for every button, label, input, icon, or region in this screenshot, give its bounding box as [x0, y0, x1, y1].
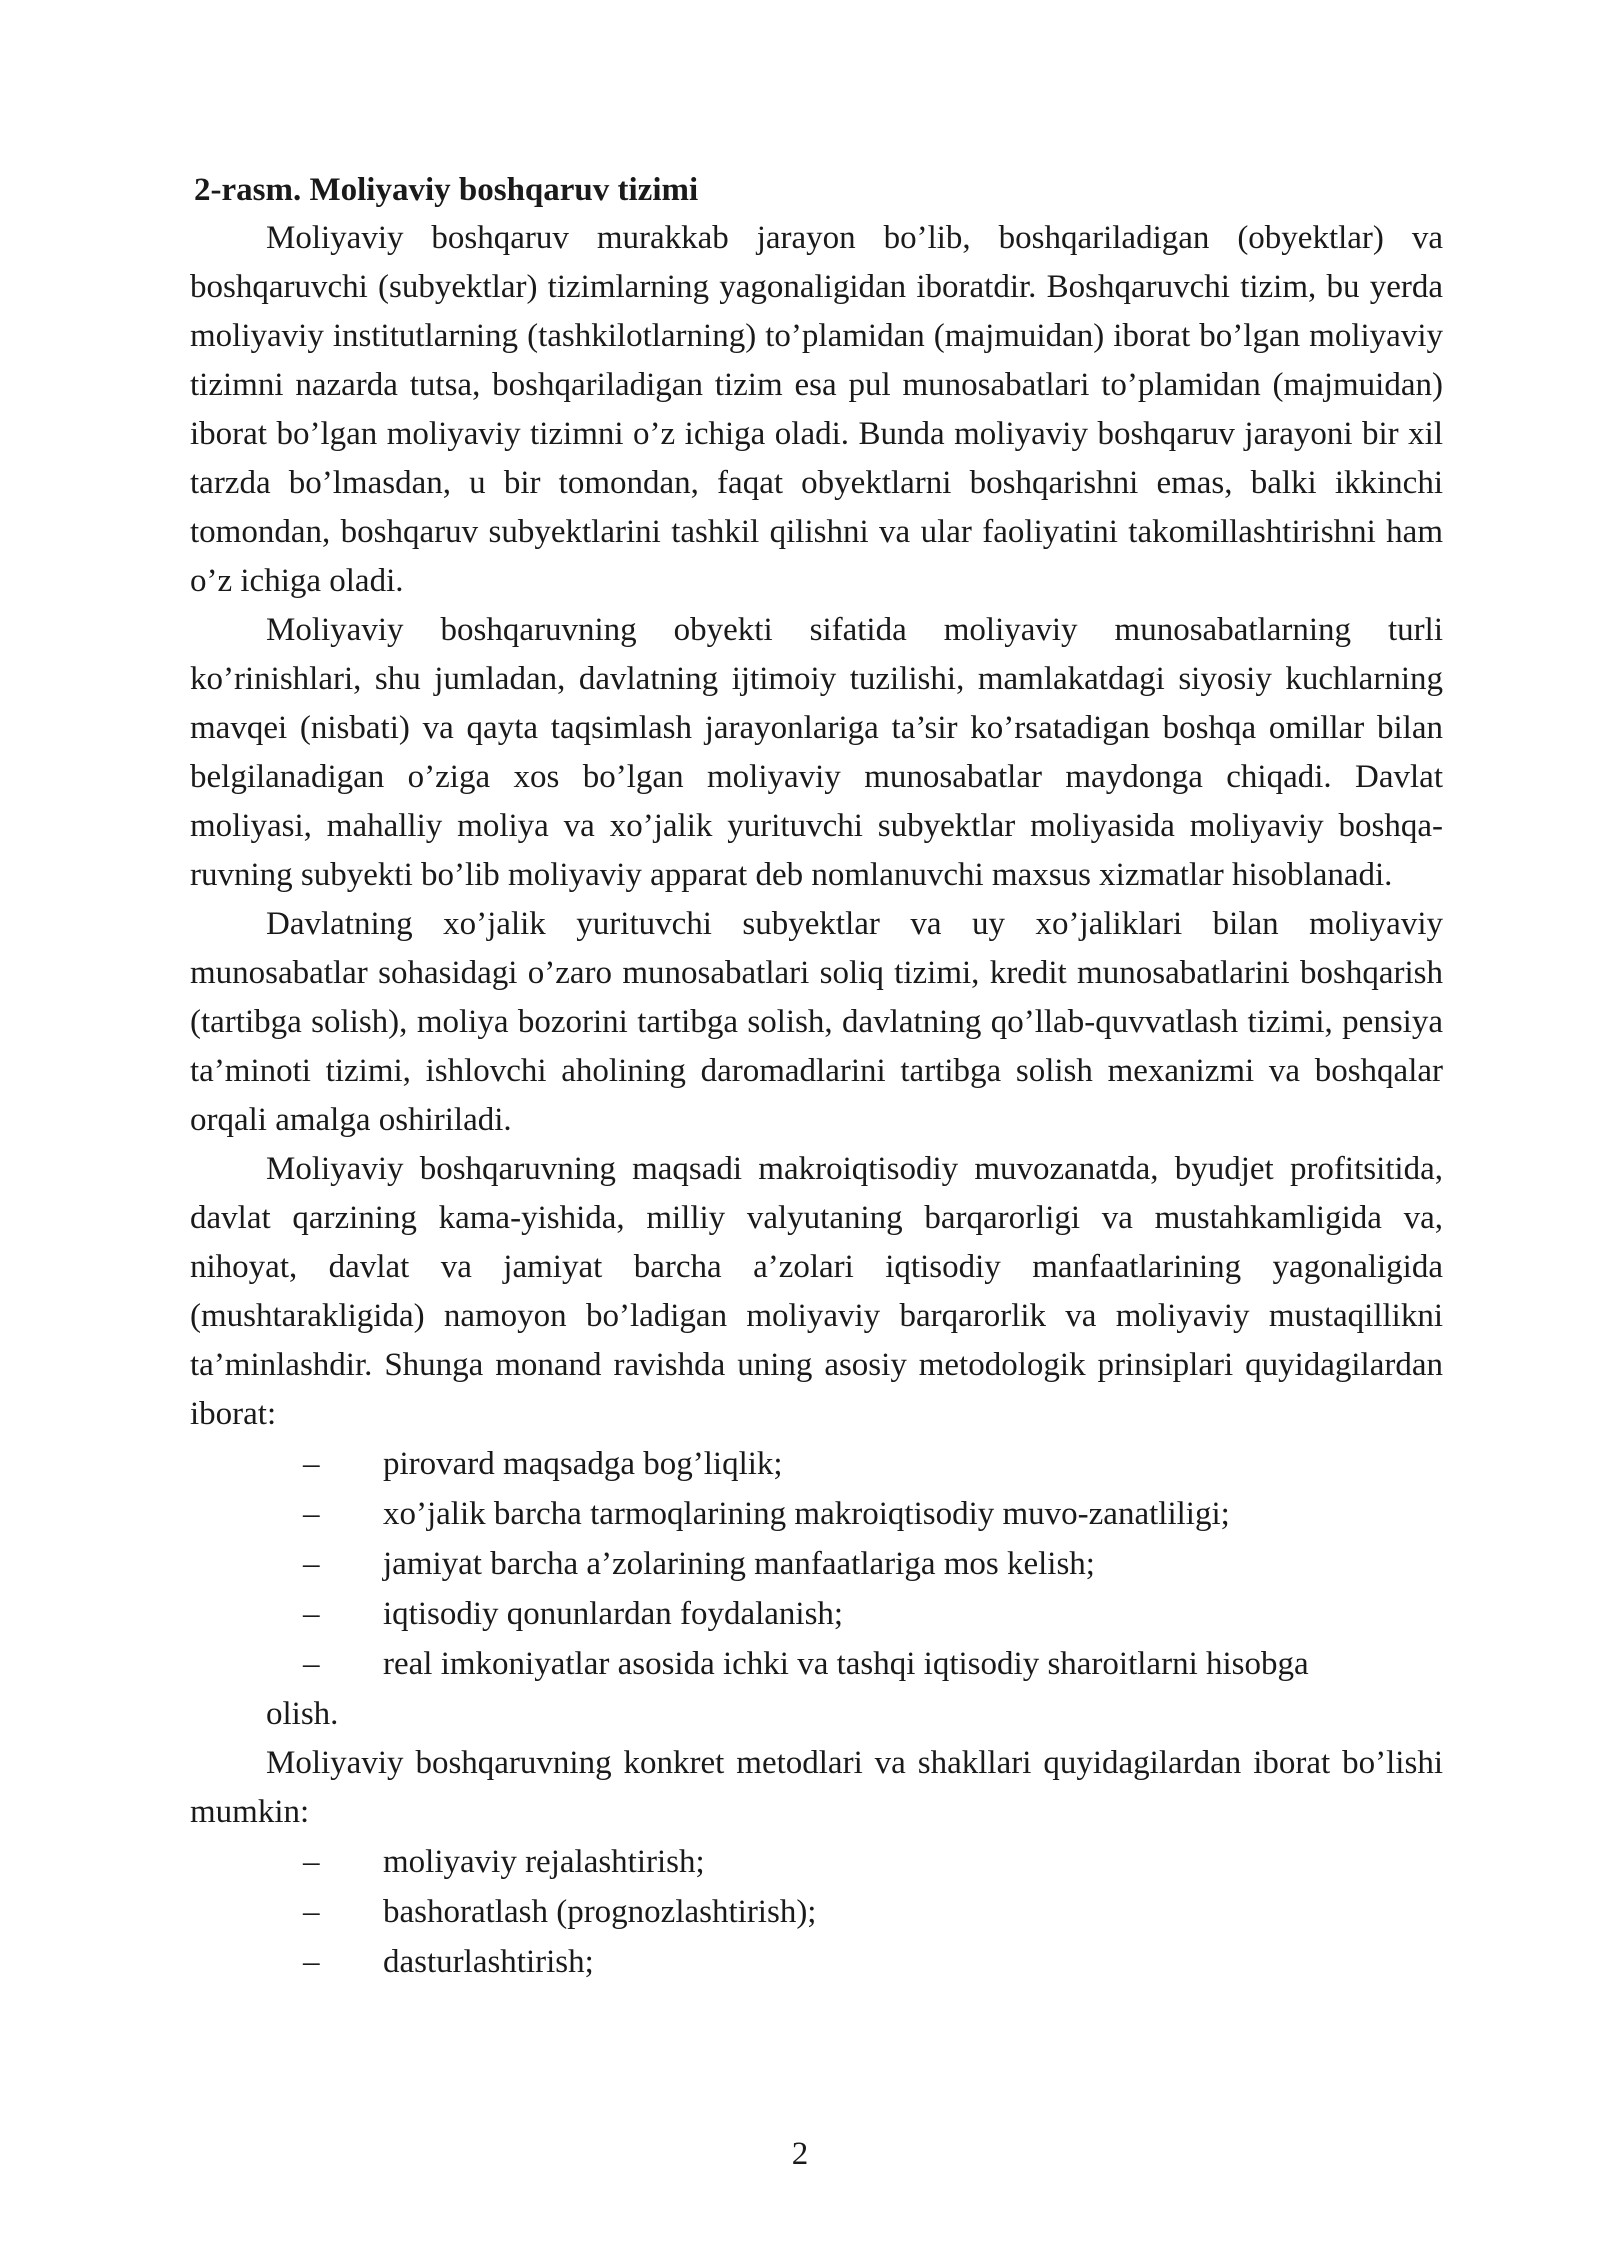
principles-list [190, 1439, 1443, 1739]
list-item-text: pirovard maqsadga bog’liqlik; [383, 1446, 783, 1482]
paragraph-2: Moliyaviy boshqaruvning obyekti sifatida moliyaviy munosabatlarning turli ko’rinishlari, shu jumladan, davlatning ijtimoiy tuzilishi, mamlakatdagi siyosiy kuchlarning mavqei (nisbati) va qayta taqsimlash jarayonlariga ta’sir ko’rsatadigan boshqa omillar bilan belgilanadigan o’ziga xos bo’lgan moliyaviy munosabatlar maydonga chiqadi. Davlat moliyasi, mahalliy moliya va xo’jalik yurituvchi subyektlar moliyasida moliyaviy boshqa-ruvning subyekti bo’lib moliyaviy apparat deb nomlanuvchi maxsus xizmatlar hisoblanadi. [190, 612, 1443, 893]
list-dash: – [303, 1844, 320, 1880]
list-item [190, 1589, 1443, 1639]
list-item [190, 1837, 1443, 1887]
list-item-text: jamiyat barcha a’zolarining manfaatlariga mos kelish; [383, 1546, 1095, 1582]
list-item [190, 1639, 1443, 1739]
figure-caption: 2-rasm. Moliyaviy boshqaruv tizimi [194, 172, 699, 208]
list-dash: – [303, 1944, 320, 1980]
paragraph-1: Moliyaviy boshqaruv murakkab jarayon bo’lib, boshqariladigan (obyektlar) va boshqaruvchi (subyektlar) tizimlarning yagonaligidan iboratdir. Boshqaruvchi tizim, bu yerda moliyaviy institutlarning (tashkilotlarning) to’plamidan (majmuidan) iborat bo’lgan moliyaviy tizimni nazarda tutsa, boshqariladigan tizim esa pul munosabatlari to’plamidan (majmuidan) iborat bo’lgan moliyaviy tizimni o’z ichiga oladi. Bunda moliyaviy boshqaruv jarayoni bir xil tarzda bo’lmasdan, u bir tomondan, faqat obyektlarni boshqarishni emas, balki ikkinchi tomondan, boshqaruv subyektlarini tashkil qilishni va ular faoliyatini takomillashtirishni ham o’z ichiga oladi. [190, 220, 1443, 599]
methods-list [190, 1837, 1443, 1987]
list-item-text: real imkoniyatlar asosida ichki va tashqi iqtisodiy sharoitlarni hisobga [383, 1646, 1309, 1682]
list-item-text: iqtisodiy qonunlardan foydalanish; [383, 1596, 844, 1632]
list-dash: – [303, 1894, 320, 1930]
list-dash: – [303, 1596, 320, 1632]
list-item-text: bashoratlash (prognozlashtirish); [383, 1894, 817, 1930]
list-item-continuation: olish. [266, 1696, 339, 1732]
list-item-text: moliyaviy rejalashtirish; [383, 1844, 705, 1880]
page-number: 2 [791, 2136, 809, 2172]
list-dash: – [303, 1546, 320, 1582]
paragraph-4: Moliyaviy boshqaruvning maqsadi makroiqtisodiy muvozanatda, byudjet profitsitida, davlat qarzining kama-yishida, milliy valyutaning barqarorligi va mustahkamligida va, nihoyat, davlat va jamiyat barcha a’zolari iqtisodiy manfaatlarining yagonaligida (mushtarakligida) namoyon bo’ladigan moliyaviy barqarorlik va moliyaviy mustaqillikni ta’minlashdir. Shunga monand ravishda uning asosiy metodologik prinsiplari quyidagilardan iborat: [190, 1151, 1443, 1432]
list-dash: – [303, 1496, 320, 1532]
list-dash: – [303, 1446, 320, 1482]
methods-intro: Moliyaviy boshqaruvning konkret metodlari va shakllari quyidagilardan iborat bo’lishi mumkin: [190, 1745, 1443, 1830]
list-item [190, 1489, 1443, 1539]
paragraph-3: Davlatning xo’jalik yurituvchi subyektlar va uy xo’jaliklari bilan moliyaviy munosabatlar sohasidagi o’zaro munosabatlari soliq tizimi, kredit munosabatlarini boshqarish (tartibga solish), moliya bozorini tartibga solish, davlatning qo’llab-quvvatlash tizimi, pensiya ta’minoti tizimi, ishlovchi aholining daromadlarini tartibga solish mexanizmi va boshqalar orqali amalga oshiriladi. [190, 906, 1443, 1138]
list-item-text: xo’jalik barcha tarmoqlarining makroiqtisodiy muvo-zanatliligi; [383, 1496, 1230, 1532]
list-item [190, 1439, 1443, 1489]
list-item-text: dasturlashtirish; [383, 1944, 594, 1980]
list-item [190, 1937, 1443, 1987]
list-dash: – [303, 1646, 320, 1682]
list-item [190, 1887, 1443, 1937]
list-item [190, 1539, 1443, 1589]
document-page [190, 166, 1443, 1987]
